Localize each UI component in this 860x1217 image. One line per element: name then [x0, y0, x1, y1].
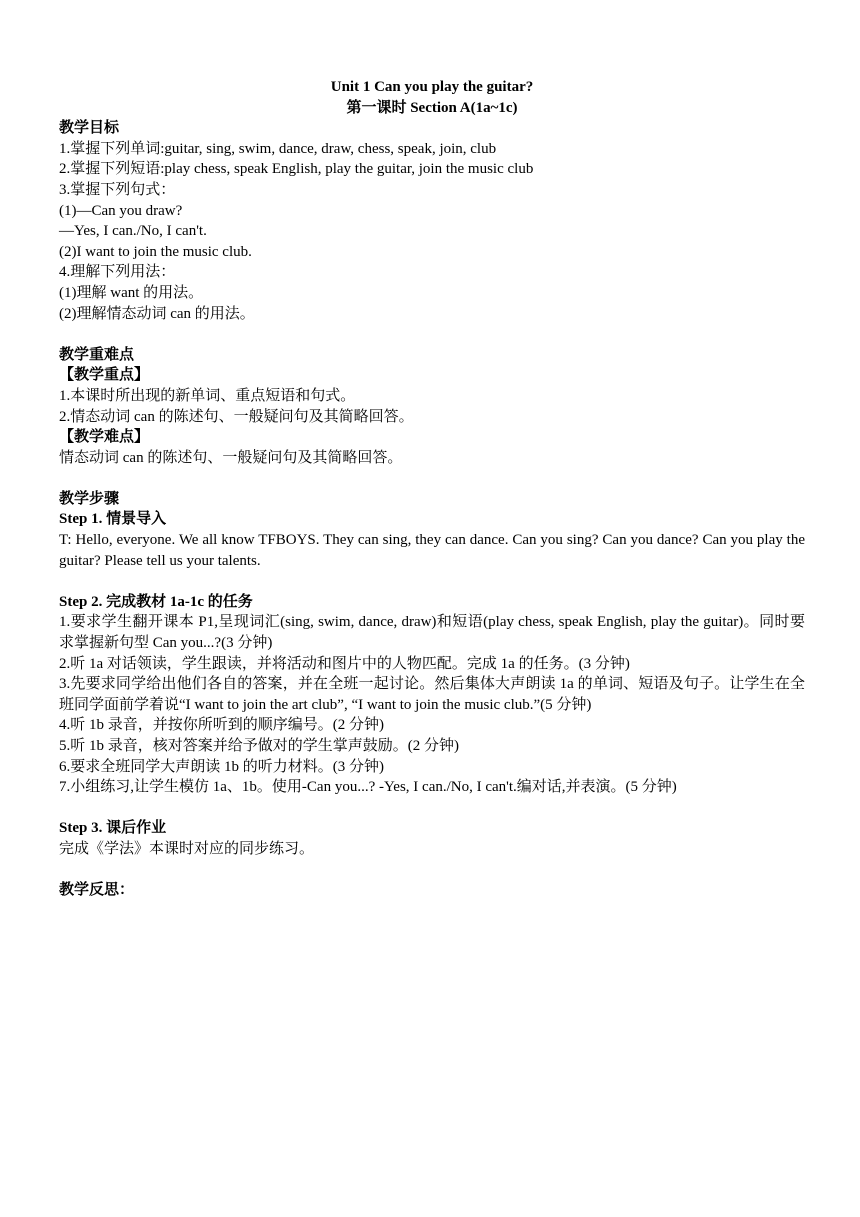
step2-item: 3.先要求同学给出他们各自的答案，并在全班一起讨论。然后集体大声朗读 1a 的单词、短语及句子。让学生在全班同学面前学着说“I want to join the art club”, “I want to join the music club.”(5 分钟)	[59, 676, 805, 713]
step2-item: 6.要求全班同学大声朗读 1b 的听力材料。(3 分钟)	[59, 758, 384, 775]
document-title: Unit 1 Can you play the guitar?	[330, 79, 534, 95]
spacer	[59, 468, 805, 489]
step1-heading: Step 1. 情景导入	[59, 511, 167, 528]
objectives-heading: 教学目标	[59, 120, 120, 137]
objective-line: 3.掌握下列句式：	[59, 181, 176, 198]
objective-line: (2)I want to join the music club.	[59, 243, 252, 260]
key-points-heading: 教学重难点	[59, 346, 135, 363]
objective-line: —Yes, I can./No, I can't.	[59, 223, 207, 240]
objective-line: (2)理解情态动词 can 的用法。	[59, 305, 255, 322]
step2-item: 1.要求学生翻开课本 P1,呈现词汇(sing, swim, dance, draw)和短语(play chess, speak English, play the guitar)。同时要求掌握新句型 Can you...?(3 分钟)	[59, 614, 805, 652]
steps-heading: 教学步骤	[59, 490, 120, 507]
focus-line: 1.本课时所出现的新单词、重点短语和句式。	[59, 387, 356, 404]
objective-line: 4.理解下列用法：	[59, 264, 176, 281]
document-subtitle: 第一课时 Section A(1a~1c)	[346, 99, 518, 116]
spacer	[59, 860, 805, 881]
reflection-heading: 教学反思：	[59, 882, 135, 899]
objective-line: 2.掌握下列短语:play chess, speak English, play the guitar, join the music club	[59, 161, 534, 178]
difficulty-line: 情态动词 can 的陈述句、一般疑问句及其简略回答。	[59, 449, 403, 466]
spacer	[59, 571, 805, 592]
step2-item: 2.听 1a 对话领读，学生跟读，并将活动和图片中的人物匹配。完成 1a 的任务。(3 分钟)	[59, 655, 630, 672]
objective-line: (1)—Can you draw?	[59, 202, 183, 219]
step2-item: 7.小组练习,让学生模仿 1a、1b。使用-Can you...? -Yes, I can./No, I can't.编对话,并表演。(5 分钟)	[59, 779, 677, 796]
objective-line: (1)理解 want 的用法。	[59, 284, 204, 301]
objective-line: 1.掌握下列单词:guitar, sing, swim, dance, draw, chess, speak, join, club	[59, 140, 497, 157]
step2-item: 5.听 1b 录音，核对答案并给予做对的学生掌声鼓励。(2 分钟)	[59, 738, 459, 754]
spacer	[59, 798, 805, 819]
focus-heading: 【教学重点】	[59, 367, 150, 384]
step3-heading: Step 3. 课后作业	[59, 820, 167, 837]
document-page	[59, 77, 805, 901]
step2-item: 4.听 1b 录音，并按你所听到的顺序编号。(2 分钟)	[59, 717, 384, 734]
spacer	[59, 324, 805, 345]
step1-text: T: Hello, everyone. We all know TFBOYS. They can sing, they can dance. Can you sing? Can you dance? Can you play the guitar? Please tell us your talents.	[59, 532, 805, 569]
step2-heading: Step 2. 完成教材 1a-1c 的任务	[59, 593, 253, 610]
focus-line: 2.情态动词 can 的陈述句、一般疑问句及其简略回答。	[59, 408, 414, 425]
difficulty-heading: 【教学难点】	[59, 429, 150, 446]
step3-text: 完成《学法》本课时对应的同步练习。	[59, 840, 315, 857]
